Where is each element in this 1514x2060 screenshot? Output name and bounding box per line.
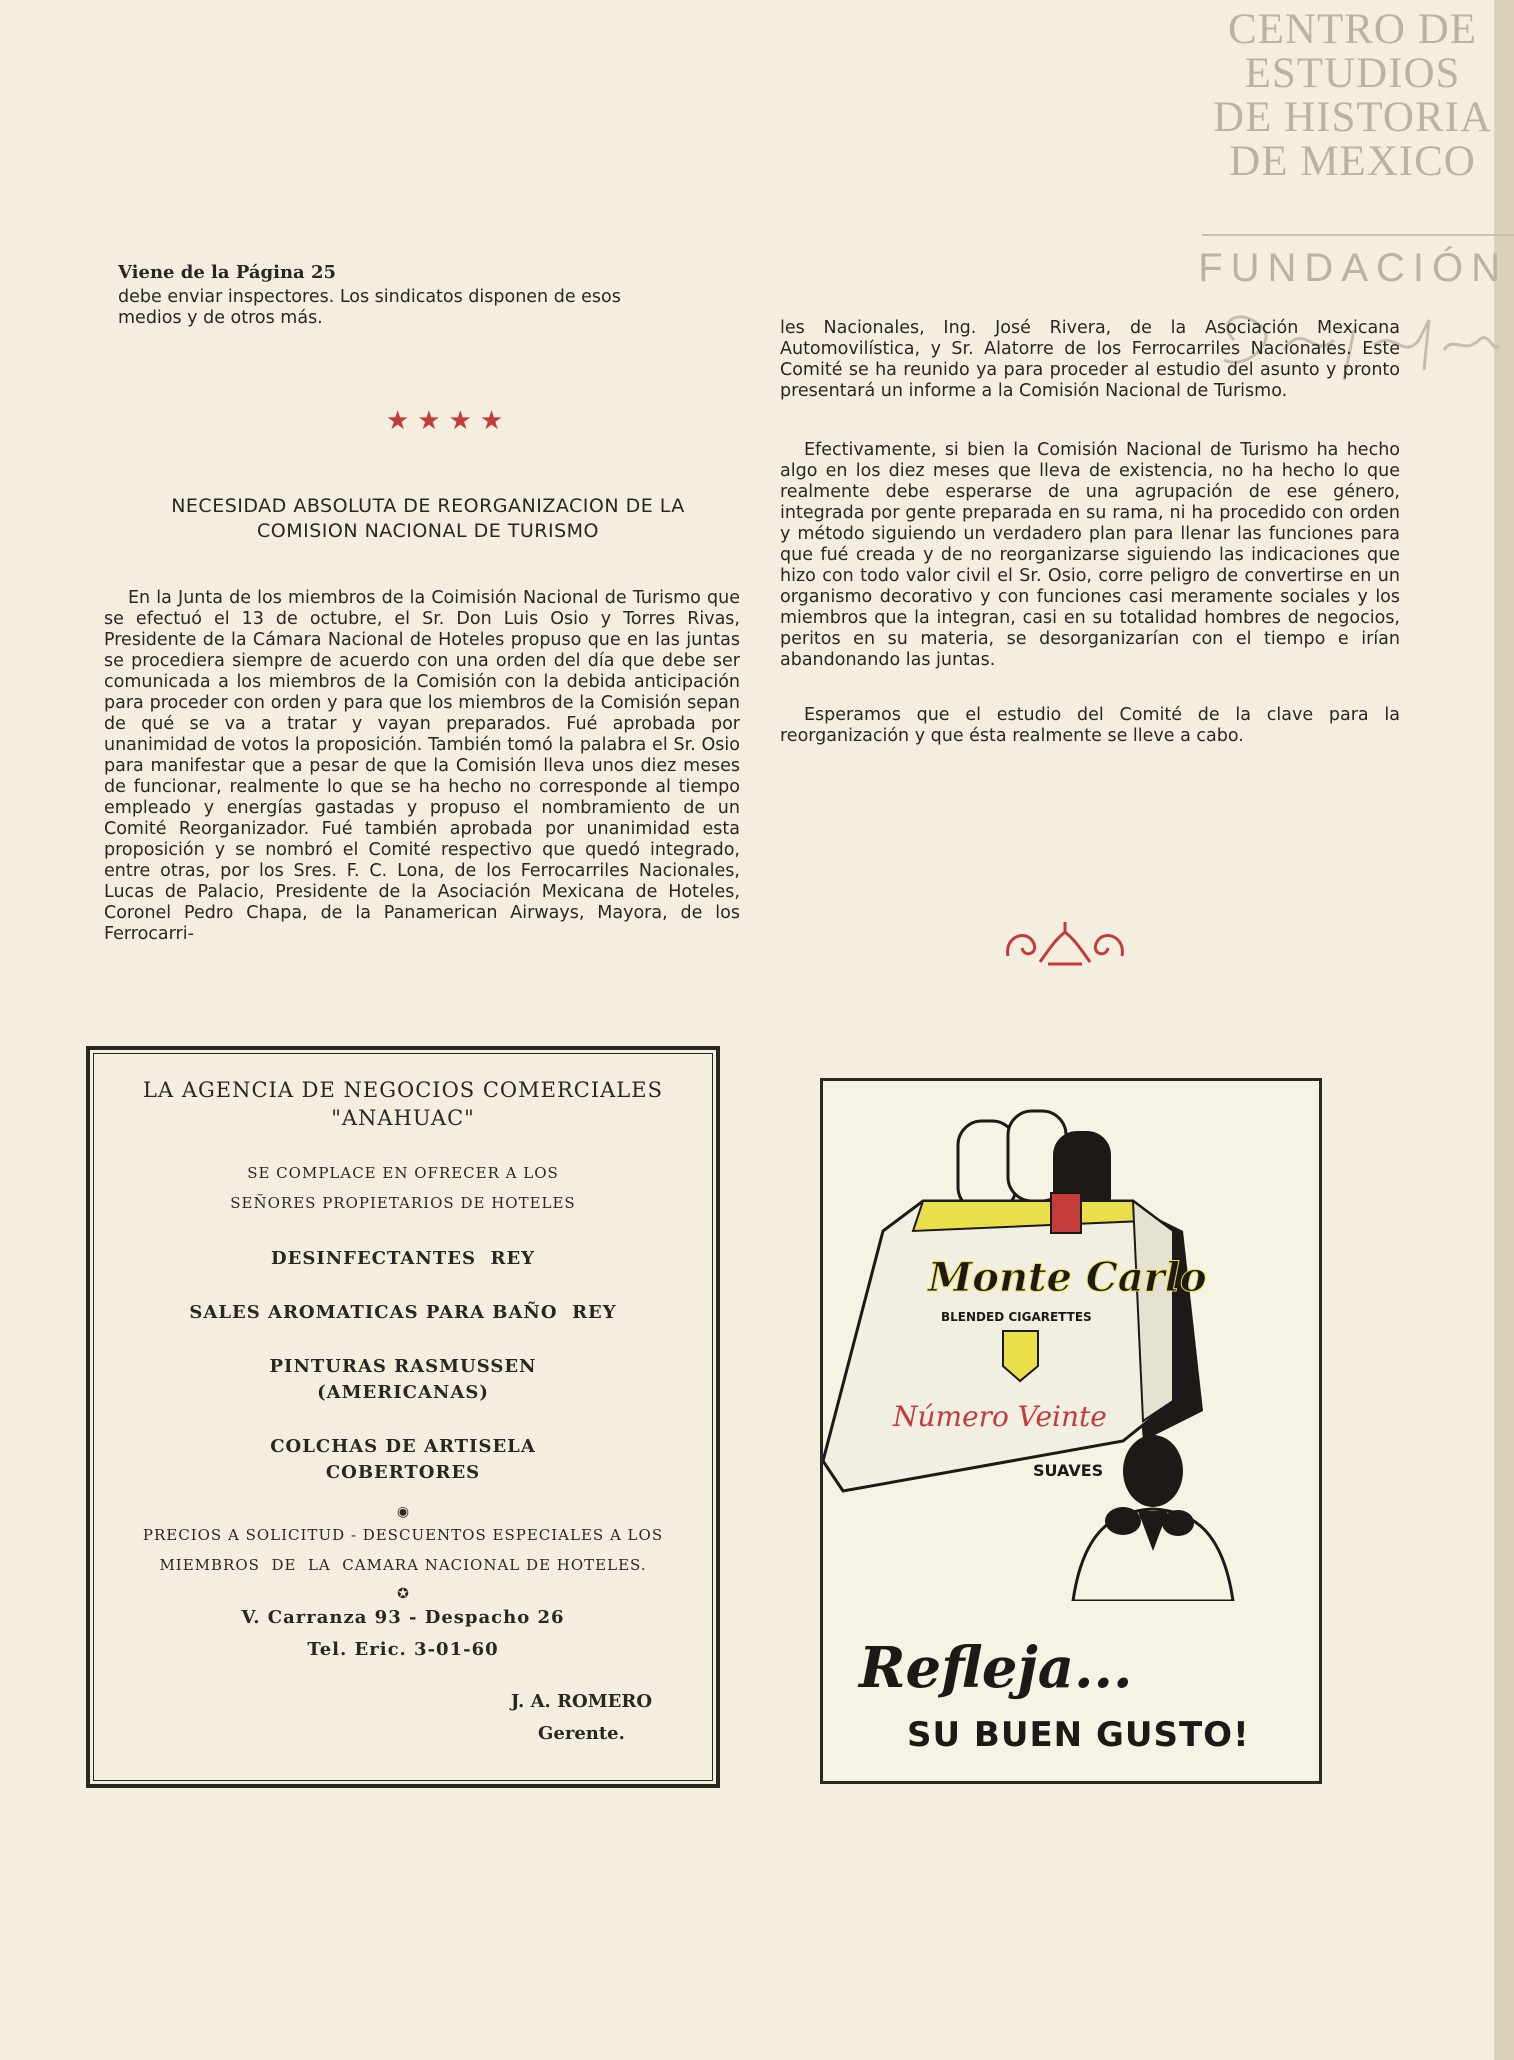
agency-ad-item-line: COLCHAS DE ARTISELA [270, 1436, 536, 1457]
agency-ad-item: SALES AROMATICAS PARA BAÑO REY [189, 1302, 617, 1323]
agency-ad-intro [94, 1158, 712, 1218]
agency-ad-title-line: "ANAHUAC" [331, 1106, 475, 1130]
bullet-icon: ◉ [396, 1504, 410, 1520]
agency-ad-item-line: (AMERICANAS) [317, 1382, 489, 1403]
article-heading: NECESIDAD ABSOLUTA DE REORGANIZACION DE LA COMISION NACIONAL DE TURISMO [171, 495, 685, 542]
agency-ad-item [94, 1434, 712, 1486]
continued-text: debe enviar inspectores. Los sindicatos disponen de esos medios y de otros más. [118, 287, 621, 328]
agency-ad-prices [94, 1520, 712, 1580]
man-silhouette-icon [1073, 1435, 1233, 1601]
agency-ad-contact [94, 1602, 712, 1666]
ad-slogan: Refleja... [859, 1635, 1133, 1701]
watermark-rule [1202, 234, 1514, 236]
agency-address: V. Carranza 93 - Despacho 26 [241, 1607, 565, 1628]
brand-script: Número Veinte [893, 1400, 1107, 1433]
ad-slogan-sub: SU BUEN GUSTO! [907, 1715, 1250, 1755]
tax-stamp-icon [1051, 1193, 1081, 1233]
agency-ad-title-line: LA AGENCIA DE NEGOCIOS COMERCIALES [143, 1078, 663, 1102]
agency-ad-item-line: COBERTORES [325, 1462, 481, 1483]
cigarette-advertisement [820, 1078, 1322, 1784]
agency-ad-intro-line: SE COMPLACE EN OFRECER A LOS [247, 1164, 559, 1182]
article-paragraph: les Nacionales, Ing. José Rivera, de la Asociación Mexicana Automovilística, y Sr. Alatorre de los Ferrocarriles Nacionales. Este Comité se ha reunido ya para proceder al estudio del asunto y pronto presentará un informe a la Comisión Nacional de Turismo. [780, 318, 1400, 401]
watermark-line: ESTUDIOS [1244, 50, 1461, 97]
watermark-line: CENTRO DE [1227, 6, 1478, 53]
article-paragraph: En la Junta de los miembros de la Coimisión Nacional de Turismo que se efectuó el 13 de octubre, el Sr. Don Luis Osio y Torres Rivas, Presidente de la Cámara Nacional de Hoteles propuso que en las juntas se procediera siempre de acuerdo con una orden del día que debe ser comunicada a los miembros de la Comisión con la debida anticipación para proceder con orden y para que los miembros de la Comisión sepan de qué se va a tratar y vayan preparados. Fué aprobada por unanimidad de votos la proposición. También tomó la palabra el Sr. Osio para manifestar que a pesar de que la Comisión lleva unos diez meses de funcionar, realmente lo que se ha hecho no corresponde al tiempo empleado y energías gastadas y propuso el nombramiento de un Comité Reorganizador. Fué también aprobada por unanimidad esta proposición y se nombró el Comité respectivo que quedó integrado, entre otras, por los Sres. F. C. Lona, de los Ferrocarriles Nacionales, Lucas de Palacio, Presidente de la Asociación Mexicana de Hoteles, Coronel Pedro Chapa, de la Panamerican Airways, Mayora, de los Ferrocarri- [104, 588, 740, 944]
article-column-left [104, 588, 740, 971]
agency-ad-title [94, 1076, 712, 1132]
agency-ad-intro-line: SEÑORES PROPIETARIOS DE HOTELES [230, 1194, 576, 1212]
agency-ad-item [94, 1354, 712, 1406]
agency-signature [511, 1686, 652, 1750]
cigarette-pack-illustration [823, 1081, 1319, 1601]
pack-label: SUAVES [1033, 1461, 1104, 1480]
watermark-foundation: FUNDACIÓN [1198, 246, 1508, 290]
watermark [1213, 8, 1492, 184]
agency-phone: Tel. Eric. 3-01-60 [307, 1639, 499, 1660]
agency-ad-prices-line: PRECIOS A SOLICITUD - DESCUENTOS ESPECIALES A LOS [142, 1526, 664, 1544]
agency-ad-inner [93, 1053, 713, 1781]
watermark-line: DE MEXICO [1229, 138, 1476, 185]
article-paragraph: Esperamos que el estudio del Comité de la clave para la reorganización y que ésta realmente se lleve a cabo. [780, 705, 1400, 746]
agency-ad-prices-line: MIEMBROS DE LA CAMARA NACIONAL DE HOTELES. [159, 1556, 647, 1574]
agency-ad-item-line: PINTURAS RASMUSSEN [269, 1356, 537, 1377]
continued-label: Viene de la Página 25 [118, 262, 337, 283]
agency-ad-item: DESINFECTANTES REY [270, 1248, 536, 1269]
agency-signer-title: Gerente. [538, 1723, 625, 1744]
agency-advertisement [86, 1046, 720, 1788]
bullet-icon: ✪ [397, 1586, 409, 1602]
article-column-right [780, 318, 1400, 773]
decorative-ornament [1000, 918, 1130, 974]
article-paragraph: Efectivamente, si bien la Comisión Nacional de Turismo ha hecho algo en los diez meses que lleva de existencia, no ha hecho lo que realmente debe esperarse de una agrupación de ese género, integrada por gente preparada en su rama, ni ha procedido con orden y método siguiendo un verdadero plan para llenar las funciones para que fué creada y de no reorganizarse siguiendo las indicaciones que hizo con todo valor civil el Sr. Osio, corre peligro de convertirse en un organismo decorativo y con funciones casi meramente sociales y los miembros que la integran, casi en su totalidad hombres de negocios, peritos en su materia, se desorganizarían con el tiempo e irían abandonando las juntas. [780, 440, 1400, 670]
watermark-line: DE HISTORIA [1213, 94, 1492, 141]
brand-name: Monte Carlo [928, 1254, 1207, 1301]
agency-signer: J. A. ROMERO [510, 1691, 652, 1712]
brand-tagline: BLENDED CIGARETTES [941, 1310, 1092, 1324]
continued-block [118, 262, 738, 329]
section-stars: ★★★★ [386, 406, 512, 436]
